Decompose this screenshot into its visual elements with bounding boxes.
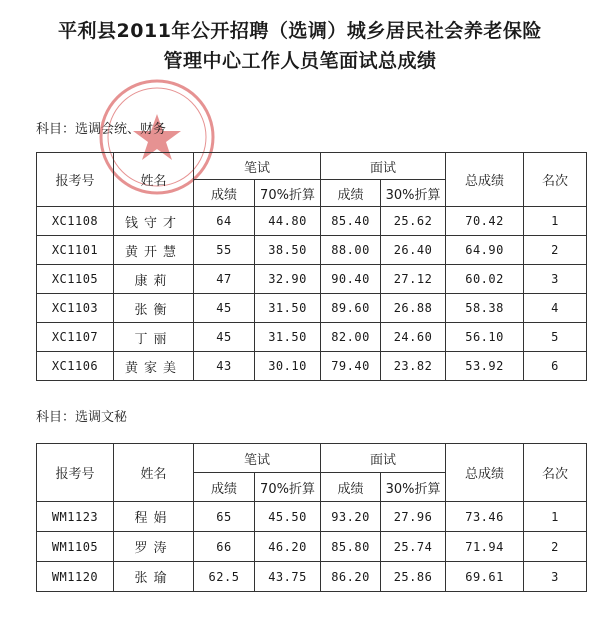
cell-total: 58.38 xyxy=(446,294,524,323)
header-interview-30pct: 30%折算 xyxy=(381,180,446,207)
header-total: 总成绩 xyxy=(446,444,524,502)
cell-name: 康莉 xyxy=(114,265,194,294)
cell-written-70pct: 43.75 xyxy=(255,562,321,592)
table-row xyxy=(37,265,587,294)
cell-name: 丁丽 xyxy=(114,323,194,352)
cell-written-70pct: 45.50 xyxy=(255,502,321,532)
cell-interview-30pct: 27.96 xyxy=(381,502,446,532)
cell-rank: 2 xyxy=(524,236,587,265)
cell-id: XC1101 xyxy=(37,236,114,265)
table-row xyxy=(37,323,587,352)
cell-interview-30pct: 23.82 xyxy=(381,352,446,381)
table-row xyxy=(37,207,587,236)
header-total: 总成绩 xyxy=(446,153,524,207)
cell-total: 60.02 xyxy=(446,265,524,294)
document-title-line2: 管理中心工作人员笔面试总成绩 xyxy=(163,50,437,72)
cell-interview-score: 86.20 xyxy=(321,562,381,592)
header-written: 笔试 xyxy=(194,444,321,473)
cell-name: 张衡 xyxy=(114,294,194,323)
cell-written-score: 43 xyxy=(194,352,255,381)
cell-name: 黄家美 xyxy=(114,352,194,381)
cell-written-score: 62.5 xyxy=(194,562,255,592)
score-table-secretarial xyxy=(36,443,587,592)
table-row xyxy=(37,532,587,562)
table-row xyxy=(37,562,587,592)
cell-id: WM1105 xyxy=(37,532,114,562)
cell-interview-30pct: 25.86 xyxy=(381,562,446,592)
cell-written-70pct: 31.50 xyxy=(255,323,321,352)
header-interview-30pct: 30%折算 xyxy=(381,473,446,502)
score-table-accounting xyxy=(36,152,587,381)
cell-name: 黄开慧 xyxy=(114,236,194,265)
cell-name: 钱守才 xyxy=(114,207,194,236)
cell-written-score: 45 xyxy=(194,323,255,352)
cell-written-score: 45 xyxy=(194,294,255,323)
cell-interview-30pct: 25.62 xyxy=(381,207,446,236)
cell-total: 71.94 xyxy=(446,532,524,562)
cell-interview-score: 88.00 xyxy=(321,236,381,265)
cell-rank: 3 xyxy=(524,265,587,294)
cell-total: 64.90 xyxy=(446,236,524,265)
cell-name: 张瑜 xyxy=(114,562,194,592)
cell-interview-30pct: 27.12 xyxy=(381,265,446,294)
cell-interview-score: 93.20 xyxy=(321,502,381,532)
cell-rank: 1 xyxy=(524,502,587,532)
header-written-70pct: 70%折算 xyxy=(255,473,321,502)
cell-written-70pct: 44.80 xyxy=(255,207,321,236)
cell-interview-30pct: 26.40 xyxy=(381,236,446,265)
cell-total: 53.92 xyxy=(446,352,524,381)
table-row xyxy=(37,502,587,532)
cell-rank: 6 xyxy=(524,352,587,381)
cell-total: 69.61 xyxy=(446,562,524,592)
subject-label-accounting: 科目：选调会统、财务 xyxy=(36,122,167,137)
cell-written-score: 64 xyxy=(194,207,255,236)
cell-written-70pct: 38.50 xyxy=(255,236,321,265)
cell-written-70pct: 31.50 xyxy=(255,294,321,323)
header-interview-score: 成绩 xyxy=(321,180,381,207)
table-row xyxy=(37,294,587,323)
cell-interview-score: 82.00 xyxy=(321,323,381,352)
cell-written-score: 65 xyxy=(194,502,255,532)
table-row xyxy=(37,352,587,381)
cell-id: WM1120 xyxy=(37,562,114,592)
cell-name: 程娟 xyxy=(114,502,194,532)
table-row xyxy=(37,236,587,265)
header-written-70pct: 70%折算 xyxy=(255,180,321,207)
cell-rank: 4 xyxy=(524,294,587,323)
header-rank: 名次 xyxy=(524,153,587,207)
cell-written-70pct: 46.20 xyxy=(255,532,321,562)
header-id: 报考号 xyxy=(37,153,114,207)
cell-name: 罗涛 xyxy=(114,532,194,562)
header-rank: 名次 xyxy=(524,444,587,502)
cell-id: XC1106 xyxy=(37,352,114,381)
cell-interview-30pct: 24.60 xyxy=(381,323,446,352)
cell-total: 70.42 xyxy=(446,207,524,236)
cell-written-score: 47 xyxy=(194,265,255,294)
cell-id: XC1105 xyxy=(37,265,114,294)
cell-written-70pct: 30.10 xyxy=(255,352,321,381)
cell-interview-score: 90.40 xyxy=(321,265,381,294)
header-name: 姓名 xyxy=(114,153,194,207)
cell-interview-score: 79.40 xyxy=(321,352,381,381)
cell-rank: 1 xyxy=(524,207,587,236)
cell-rank: 2 xyxy=(524,532,587,562)
header-written-score: 成绩 xyxy=(194,180,255,207)
header-interview: 面试 xyxy=(321,444,446,473)
header-id: 报考号 xyxy=(37,444,114,502)
header-interview-score: 成绩 xyxy=(321,473,381,502)
header-written-score: 成绩 xyxy=(194,473,255,502)
cell-interview-score: 89.60 xyxy=(321,294,381,323)
cell-total: 73.46 xyxy=(446,502,524,532)
header-written: 笔试 xyxy=(194,153,321,180)
subject-label-secretarial: 科目：选调文秘 xyxy=(36,410,128,425)
cell-id: XC1108 xyxy=(37,207,114,236)
cell-rank: 5 xyxy=(524,323,587,352)
cell-written-score: 55 xyxy=(194,236,255,265)
cell-id: XC1107 xyxy=(37,323,114,352)
cell-interview-30pct: 25.74 xyxy=(381,532,446,562)
header-name: 姓名 xyxy=(114,444,194,502)
document-title-line1: 平利县2011年公开招聘（选调）城乡居民社会养老保险 xyxy=(58,20,542,42)
cell-interview-score: 85.40 xyxy=(321,207,381,236)
header-interview: 面试 xyxy=(321,153,446,180)
cell-total: 56.10 xyxy=(446,323,524,352)
cell-rank: 3 xyxy=(524,562,587,592)
cell-id: XC1103 xyxy=(37,294,114,323)
cell-id: WM1123 xyxy=(37,502,114,532)
cell-interview-30pct: 26.88 xyxy=(381,294,446,323)
cell-written-70pct: 32.90 xyxy=(255,265,321,294)
cell-written-score: 66 xyxy=(194,532,255,562)
cell-interview-score: 85.80 xyxy=(321,532,381,562)
